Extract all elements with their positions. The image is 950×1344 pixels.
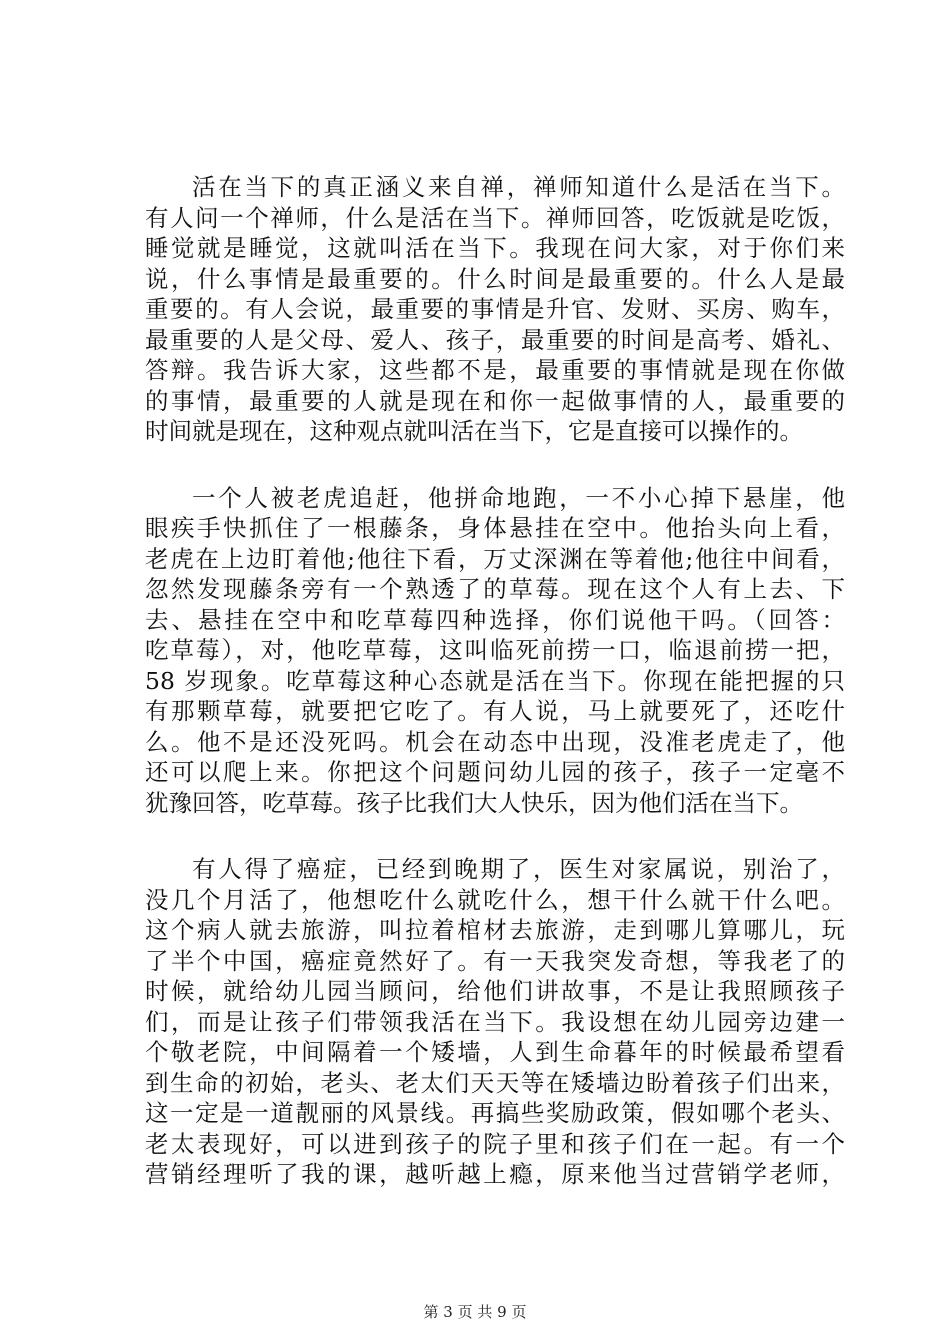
text-line: 忽然发现藤条旁有一个熟透了的草莓。现在这个人有上去、下 xyxy=(145,575,845,603)
text-line: 睡觉就是睡觉，这就叫活在当下。我现在问大家，对于你们来 xyxy=(145,234,845,262)
body-text xyxy=(145,172,845,1190)
paragraph-spacer xyxy=(145,818,845,854)
paragraph-3 xyxy=(145,854,845,1190)
text-line: 这一定是一道靓丽的风景线。再搞些奖励政策，假如哪个老头、 xyxy=(145,1099,845,1127)
text-line: 了半个中国，癌症竟然好了。有一天我突发奇想，等我老了的 xyxy=(145,946,845,975)
text-line: 重要的。有人会说，最重要的事情是升官、发财、买房、购车， xyxy=(145,295,845,323)
text-line: 有人问一个禅师，什么是活在当下。禅师回答，吃饭就是吃饭， xyxy=(145,203,845,232)
paragraph-2 xyxy=(145,483,845,819)
text-line: 们，而是让孩子们带领我活在当下。我设想在幼儿园旁边建一 xyxy=(145,1007,845,1036)
text-line: 去、悬挂在空中和吃草莓四种选择，你们说他干吗。（回答： xyxy=(145,605,845,634)
text-line: 眼疾手快抓住了一根藤条，身体悬挂在空中。他抬头向上看， xyxy=(145,514,845,542)
text-line: 一个人被老虎追赶，他拼命地跑，一不小心掉下悬崖，他 xyxy=(192,483,845,512)
text-line: 营销经理听了我的课，越听越上瘾，原来他当过营销学老师， xyxy=(145,1160,845,1188)
text-line: 么。他不是还没死吗。机会在动态中出现，没准老虎走了，他 xyxy=(145,727,845,756)
text-line: 58 岁现象。吃草莓这种心态就是活在当下。你现在能把握的只 xyxy=(145,666,845,695)
text-line: 还可以爬上来。你把这个问题问幼儿园的孩子，孩子一定毫不 xyxy=(145,758,845,786)
paragraph-1 xyxy=(145,172,845,447)
text-line: 有那颗草莓，就要把它吃了。有人说，马上就要死了，还吃什 xyxy=(145,697,845,725)
text-line: 时间就是现在，这种观点就叫活在当下，它是直接可以操作的。 xyxy=(145,417,803,445)
text-line: 老虎在上边盯着他;他往下看，万丈深渊在等着他;他往中间看， xyxy=(145,544,845,573)
text-line: 答辩。我告诉大家，这些都不是，最重要的事情就是现在你做 xyxy=(145,356,845,384)
text-line: 个敬老院，中间隔着一个矮墙，人到生命暮年的时候最希望看 xyxy=(145,1038,845,1066)
text-line: 犹豫回答，吃草莓。孩子比我们大人快乐，因为他们活在当下。 xyxy=(145,788,803,817)
page-number-footer: 第 3 页 共 9 页 xyxy=(423,1303,527,1321)
text-line: 时候，就给幼儿园当顾问，给他们讲故事，不是让我照顾孩子 xyxy=(145,977,845,1005)
paragraph-spacer xyxy=(145,447,845,483)
text-line: 活在当下的真正涵义来自禅，禅师知道什么是活在当下。 xyxy=(192,173,845,201)
text-line: 有人得了癌症，已经到晚期了，医生对家属说，别治了， xyxy=(192,855,845,883)
text-line: 最重要的人是父母、爱人、孩子，最重要的时间是高考、婚礼、 xyxy=(145,325,845,354)
text-line: 吃草莓），对，他吃草莓，这叫临死前捞一口，临退前捞一把， xyxy=(145,636,845,664)
text-line: 说，什么事情是最重要的。什么时间是最重要的。什么人是最 xyxy=(145,264,845,293)
text-line: 这个病人就去旅游，叫拉着棺材去旅游，走到哪儿算哪儿，玩 xyxy=(145,916,845,944)
text-line: 没几个月活了，他想吃什么就吃什么，想干什么就干什么吧。 xyxy=(145,885,845,914)
text-line: 到生命的初始，老头、老太们天天等在矮墙边盼着孩子们出来， xyxy=(145,1068,845,1097)
text-line: 老太表现好，可以进到孩子的院子里和孩子们在一起。有一个 xyxy=(145,1129,845,1158)
text-line: 的事情，最重要的人就是现在和你一起做事情的人，最重要的 xyxy=(145,386,845,415)
